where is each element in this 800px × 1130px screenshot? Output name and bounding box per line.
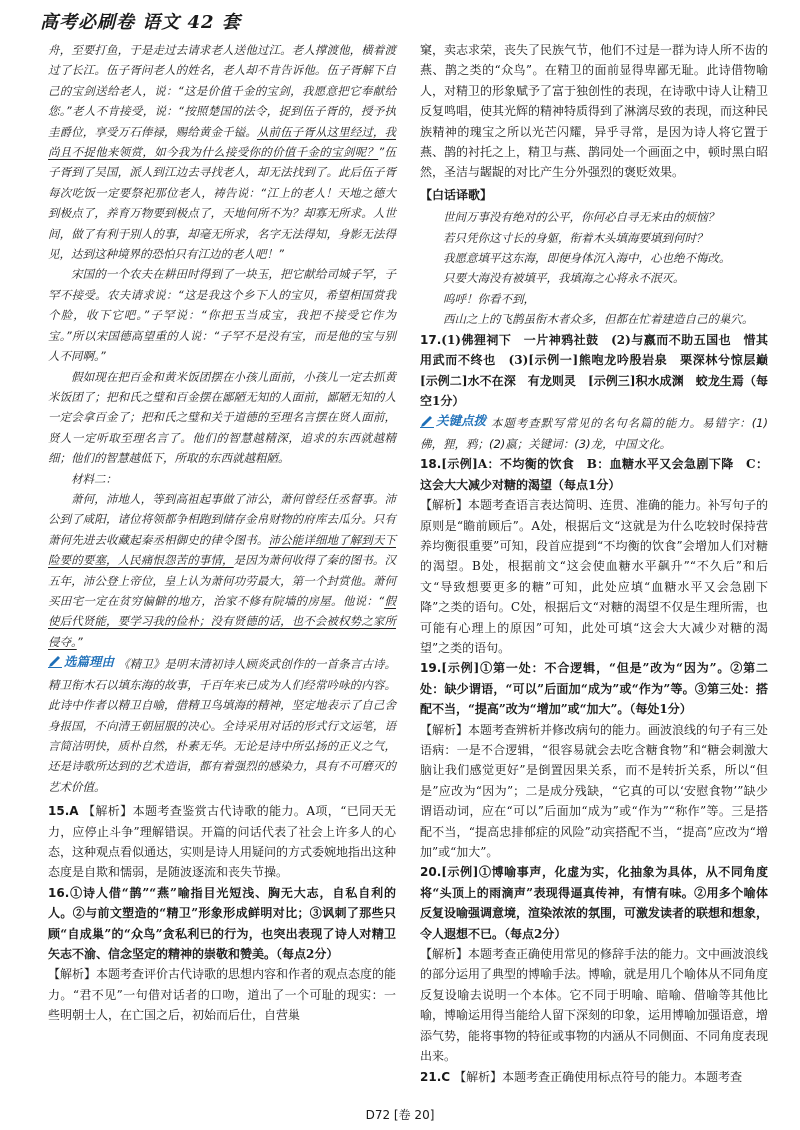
answer-text: [示例]①博喻事声，化虚为实，化抽象为具体，从不同角度将“头顶上的雨滴声”表现得逼真传神，有情有味。②用多个喻体反复设喻强调意境，渲染浓浓的氛围，可激发读者的联想和想象，令人遐想不已。（每点2分）	[420, 865, 769, 941]
question-19	[420, 658, 768, 719]
question-number: 21.	[420, 1069, 442, 1084]
question-number: 19.	[420, 661, 442, 676]
pen-icon	[48, 656, 62, 668]
question-number: 18.	[420, 457, 442, 472]
answer-text: ①诗人借“鹊”“燕”喻指目光短浅、胸无大志，自私自利的人。②与前文塑造的“精卫”形象形成鲜明对比；③讽刺了那些只顾“自成巢”的“众鸟”贪私利已的行为，也突出表现了诗人对精卫矢志不渝、信念坚定的精神的崇敬和赞美。（每点2分）	[48, 885, 396, 962]
poem-translation-section	[420, 183, 768, 207]
answer-text: (1)佛狸祠下 一片神鸦社鼓 (2)与嬴而不助五国也 惜其用武而不终也 (3)[示例一]熊咆龙吟殷岩泉 栗深林兮惊层巅 [示例二]水不在深 有龙则灵 [示例三]积水成渊 蛟龙生焉（每空1分）	[420, 332, 781, 408]
question-15	[48, 801, 396, 883]
question-20	[420, 862, 768, 944]
page-number: D72 [卷 20]	[365, 1108, 435, 1122]
answer-text: [示例]A：不均衡的饮食 B：血糖水平又会急剧下降 C：这会大大减少对糖的渴望（每点1分）	[420, 457, 768, 492]
translation-paragraph-4	[48, 489, 396, 652]
question-16-analysis: 【解析】本题考查评价古代诗歌的思想内容和作者的观点态度的能力。“君不见”一句借对话者的口吻，道出了一个可耻的现实：一些明朝士人，在亡国之后，初始而后仕，自营巢	[48, 967, 397, 1023]
selection-reason-title: 选篇理由	[64, 654, 115, 670]
question-number: 16.	[48, 885, 70, 900]
answer-text: [示例]①第一处：不合逻辑，“但是”改为“因为”。②第二处：缺少谓语，“可以”后面加“成为”或“作为”等。③第三处：搭配不当，“提高”改为“增加”或“加大”。（每处1分）	[420, 661, 768, 717]
translation-text: 萧何，沛地人，等到高祖起事做了沛公，萧何曾经任丞督事。沛公到了咸阳，诸位将领都争相跑到储存金帛财物的府库去瓜分。只有萧何先进去收藏起秦丞相御史的律令图书。	[48, 491, 396, 547]
poem-translation-label: 【白话译歌】	[420, 187, 493, 202]
translation-text: ”	[76, 634, 83, 649]
question-21	[420, 1067, 768, 1087]
translation-text: 舟，至要打鱼，于是走过去请求老人送他过江。老人撑渡他，横着渡过了长江。伍子胥问老人的姓名，老人却不肯告诉他。伍子胥解下自己的宝剑送给老人，说：“这是价值千金的宝剑，我愿意把它奉献给您。”老人不肯接受，说：“按照楚国的法令，捉到伍子胥的，授予执圭爵位，享受万石俸禄，赐给黄金千镒。	[48, 43, 396, 139]
poem-line: 若只凭你这寸长的身躯，衔着木头填海要填到何时？	[443, 230, 708, 245]
key-point-label	[420, 411, 486, 431]
poem-line: 世间万事没有绝对的公平，你何必自寻无来由的烦恼？	[443, 210, 719, 225]
underlined-sentence: 从前伍子胥从这里经过，我尚且不捉他来领赏，如今我为什么接受你的价值千金的宝剑呢？	[48, 124, 397, 160]
right-column	[420, 40, 781, 1087]
key-point-text: 本题考查默写常见的名句名篇的能力。易错字：(1)佛，狸，鸦；(2)嬴；关键词：(3)龙，中国文化。	[420, 416, 768, 451]
poem-line: 我愿意填平这东海，即便身体沉入海中，心也绝不悔改。	[443, 251, 731, 266]
underlined-sentence: 假使后代贤能，要学习我的俭朴；没有贤德的话，也不会被权势之家所侵夺。	[48, 593, 396, 649]
analysis-text: 【解析】本题考查正确使用标点符号的能力。本题考查	[454, 1069, 743, 1084]
poem-translation	[420, 207, 768, 329]
answer-letter: C	[441, 1069, 451, 1084]
analysis-text: 【解析】本题考查鉴赏古代诗歌的能力。A项，“已同天无力，应停止斗争”理解错误。开篇的问话代表了社会上许多人的心态，这种观点看似通达，实则是诗人用疑问的方式委婉地指出这种态度是自欺和懦弱，是随波逐流和丧失节操。	[48, 804, 397, 880]
translation-text: ”伍子胥到了吴国，派人到江边去寻找老人，却无法找到了。此后伍子胥每次吃饭一定要祭祀那位老人，祷告说：“江上的老人！天地之德大到极点了，养育万物要到极点了，天地何所不为？却寡无所求。人世间，做了有利于别人的事，却毫无所求，名字无法得知，身影无法得见，达到这种境界的恐怕只有江边的老人吧！”	[48, 145, 396, 262]
pen-icon	[420, 416, 434, 428]
poem-line: 西山之上的飞鹊虽衔木者众多，但都在忙着建造自己的巢穴。	[443, 312, 754, 327]
question-18	[420, 454, 768, 495]
question-number: 15.	[48, 804, 70, 819]
question-16	[48, 883, 396, 965]
material-two-title: 材料二：	[71, 471, 117, 486]
analysis-continued: 窠，卖志求荣，丧失了民族气节，他们不过是一群为诗人所不齿的燕、鹊之类的“众鸟”。在精卫的面前显得卑鄙无耻。此诗借物喻人，对精卫的形象赋予了富于独创性的表现，在诗歌中诗人让精卫反复鸣唱，使其光辉的精神特质得到了淋漓尽致的表现，而这种民族精神的瑰宝之所以光芒闪耀，异乎寻常，是因为诗人将它置于燕、鹊的衬托之上，精卫与燕、鹊同处一个画面之中，顿时黑白昭然，圣洁与龌龊的对比产生分外强烈的褒贬效果。	[420, 43, 769, 180]
translation-paragraph-1	[48, 40, 396, 264]
answer-letter: A	[69, 804, 79, 819]
selection-reason-label	[48, 652, 114, 672]
translation-paragraph-3: 假如现在把百金和黄米饭团摆在小孩儿面前，小孩儿一定去抓黄米饭团了；把和氏之璧和百金摆在鄙陋无知的人面前，鄙陋无知的人一定会拿百金了；把和氏之璧和关于道德的至理名言摆在贤人面前，贤人一定听取至理名言了。他们的智慧越精深，追求的东西就越精细；他们的智慧越低下，所取的东西就越粗陋。	[48, 369, 396, 466]
question-number: 17.	[420, 332, 442, 347]
translation-text: 是因为萧何收得了秦的图书。汉五年，沛公登上帝位，皇上认为萧何功劳最大，第一个封赏他。萧何买田宅一定在贫穷偏僻的地方，治家不修有院墙的房屋。他说：“	[48, 553, 396, 608]
key-point-title: 关键点拨	[436, 413, 487, 429]
poem-line: 只要大海没有被填平，我填海之心将永不泯灭。	[443, 271, 685, 286]
question-20-analysis: 【解析】本题考查正确使用常见的修辞手法的能力。文中画波浪线的部分运用了典型的博喻手法。博喻，就是用几个喻体从不同角度反复设喻去说明一个本体。它不同于明喻、暗喻、借喻等其他比喻，博喻运用得当能给人留下深刻的印象，运用博喻加强语意，增添气势，能将事物的特征或事物的内涵从不同侧面、不同角度表现出来。	[420, 947, 769, 1064]
underlined-sentence: 沛公能详细地了解到天下险要的要塞，人民痛恨怨苦的事情，	[48, 532, 397, 568]
translation-paragraph-2: 宋国的一个农夫在耕田时得到了一块玉，把它献给司城子罕，子罕不接受。农夫请求说：“这是我这个乡下人的宝贝，希望相国赏我个脸，收下它吧。”子罕说：“你把玉当成宝，我把不接受它作为宝。”所以宋国德高望重的人说：“子罕不是没有宝，而是他的宝与别人不同啊。”	[48, 267, 396, 364]
question-17	[420, 330, 781, 412]
selection-reason	[48, 652, 396, 797]
question-19-analysis: 【解析】本题考查辨析并修改病句的能力。画波浪线的句子有三处语病：一是不合逻辑，“很容易就会去吃含糖食物”和“糖会刺激大脑让我们感觉更好”是倒置因果关系，而不是转折关系，所以“但是”应改为“因为”；二是成分残缺，“它真的可以‘安慰食物’”缺少谓语动词，应在“可以”后面加“成为”或“作为”“称作”等。三是搭配不当，“提高忠排郁症的风险”动宾搭配不当，“提高”应改为“增加”或“加大”。	[420, 722, 769, 860]
selection-reason-text: 《精卫》是明末清初诗人顾炎武创作的一首条言古诗。精卫衔木石以填东海的故事，千百年来已成为人们经常吟咏的内容。此诗中作者以精卫自喻，借精卫鸟填海的精神，坚定地表示了自己舍身报国，不向清王朝屈服的决心。全诗采用对话的形式行文运笔，语言简洁明快，质朴自然，朴素无华。无论是诗中所弘扬的正义之气，还是诗歌所达到的艺术造诣，都有着强烈的感染力，具有不可磨灭的艺术价值。	[48, 657, 396, 794]
left-column	[48, 40, 396, 1026]
header-title: 高考必刷卷 语文 42 套	[40, 12, 241, 33]
page-header	[40, 8, 241, 34]
key-point	[420, 411, 768, 454]
question-18-analysis: 【解析】本题考查语言表达简明、连贯、准确的能力。补写句子的原则是“瞻前顾后”。A处，根据后文“这就是为什么吃较时保持营养均衡很重要”可知，段首应提到“不均衡的饮食”会增加人们对糖的渴望。B处，根据前文“这会使血糖水平飙升”“不久后”和后文“导致想要更多的糖”可知，此处应填“血糖水平又会急剧下降”之类的语句。C处，根据后文“对糖的渴望不仅是生理所需，也可能有心理上的原因”可知，此处可填“这会大大减少对糖的渴望”之类的语句。	[420, 498, 769, 655]
question-number: 20.	[420, 865, 442, 880]
poem-line: 呜呼！你看不到，	[443, 291, 535, 306]
